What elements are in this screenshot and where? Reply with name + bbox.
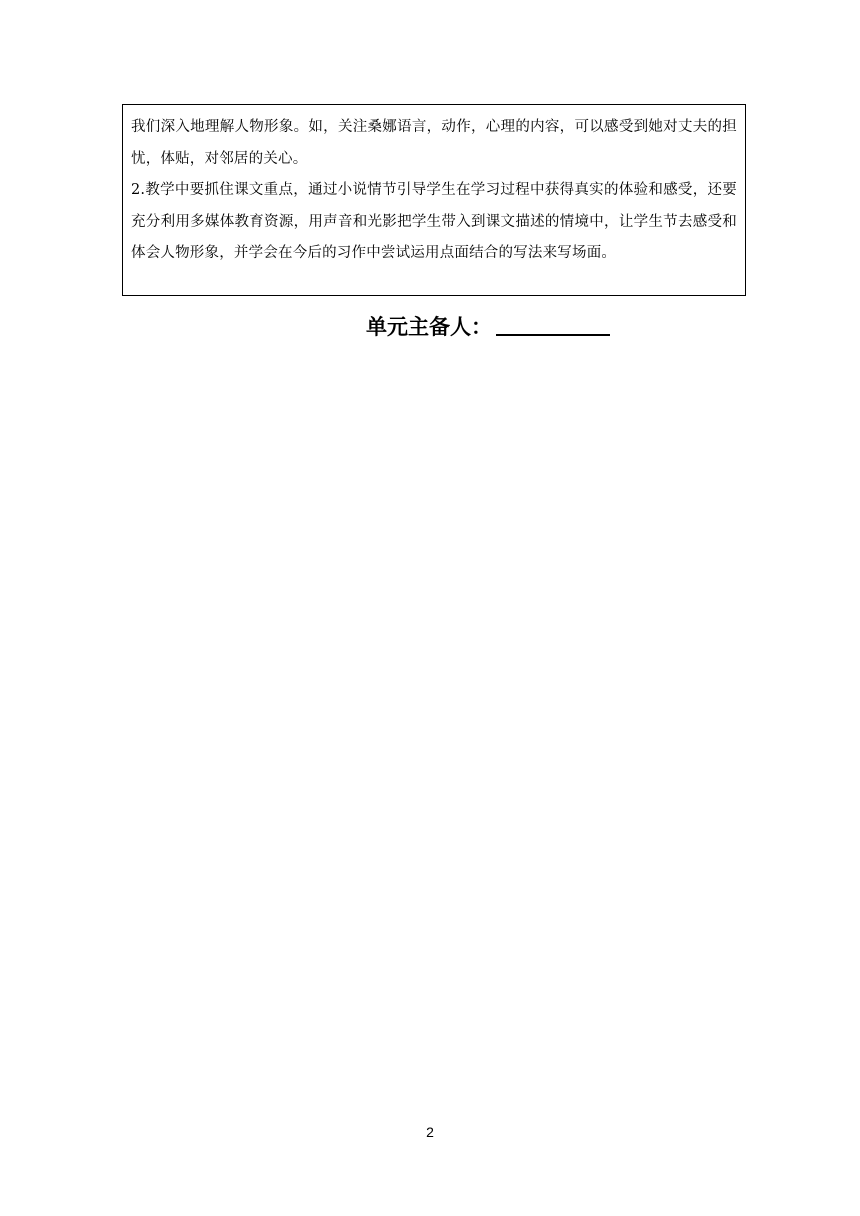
paragraph-teaching-point-2: 2.教学中要抓住课文重点，通过小说情节引导学生在学习过程中获得真实的体验和感受，还要充分利用多媒体教育资源，用声音和光影把学生带入到课文描述的情境中，让学生节去感受和体会人物形象，并学会在今后的习作中尝试运用点面结合的写法来写场面。: [131, 182, 737, 261]
signature-blank-line: [496, 334, 610, 336]
unit-preparer-signature: [366, 302, 610, 342]
signature-label: 单元主备人：: [366, 315, 492, 339]
content-text-box: [122, 104, 746, 296]
page-number: 2: [426, 1124, 434, 1140]
paragraph-continuation: 我们深入地理解人物形象。如，关注桑娜语言，动作，心理的内容，可以感受到她对丈夫的担忧，体贴，对邻居的关心。: [131, 119, 737, 167]
